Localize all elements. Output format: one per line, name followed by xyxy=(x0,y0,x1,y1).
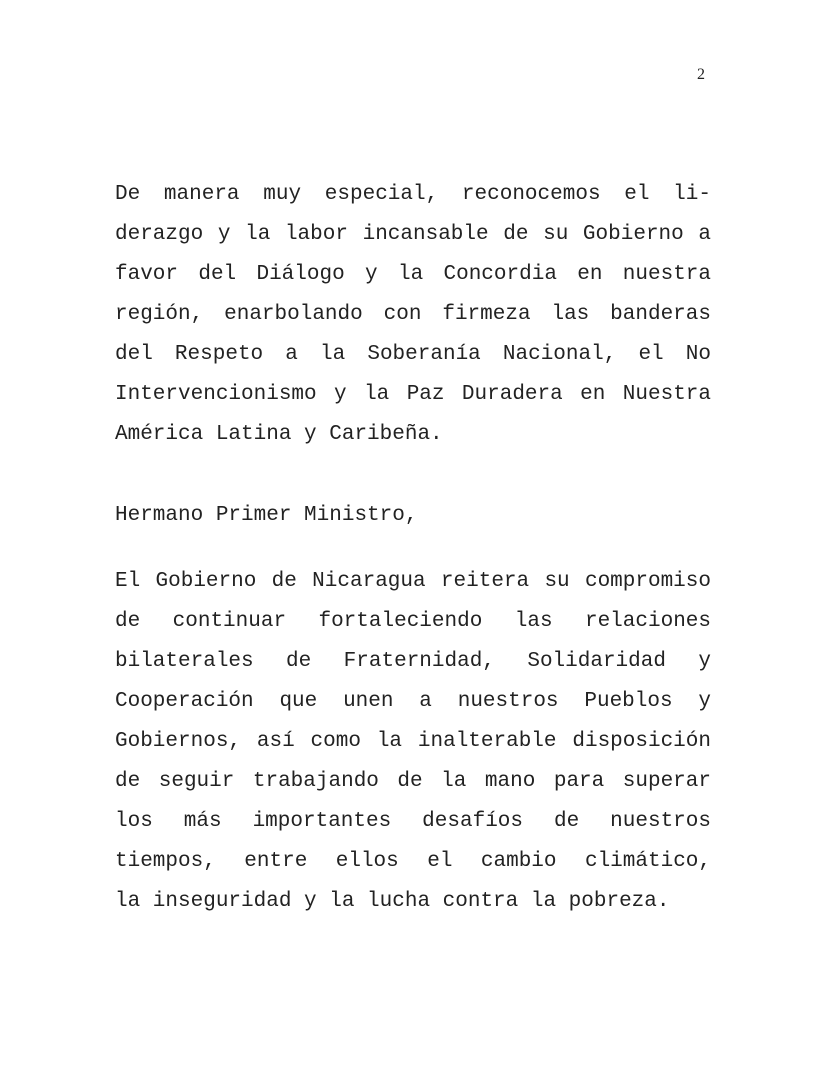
paragraph-line: bilaterales de Fraternidad, Solidaridad y xyxy=(115,650,711,673)
paragraph-line: del Respeto a la Soberanía Nacional, el No xyxy=(115,343,711,366)
paragraph-line: América Latina y Caribeña. xyxy=(115,423,443,446)
paragraph-line: De manera muy especial, reconocemos el li- xyxy=(115,183,711,206)
paragraph-line: Cooperación que unen a nuestros Pueblos y xyxy=(115,690,711,713)
paragraph-line: los más importantes desafíos de nuestros xyxy=(115,810,711,833)
paragraph-line: favor del Diálogo y la Concordia en nuestra xyxy=(115,263,711,286)
paragraph-line: Intervencionismo y la Paz Duradera en Nuestra xyxy=(115,383,711,406)
paragraph-line: derazgo y la labor incansable de su Gobierno a xyxy=(115,223,711,246)
salutation-line: Hermano Primer Ministro, xyxy=(115,504,418,527)
paragraph-commitment xyxy=(115,562,711,922)
paragraph-line: la inseguridad y la lucha contra la pobreza. xyxy=(115,890,670,913)
page-number: 2 xyxy=(697,66,705,83)
paragraph-line: región, enarbolando con firmeza las banderas xyxy=(115,303,711,326)
paragraph-line: de seguir trabajando de la mano para superar xyxy=(115,770,711,793)
paragraph-line: de continuar fortaleciendo las relaciones xyxy=(115,610,711,633)
paragraph-line: tiempos, entre ellos el cambio climático, xyxy=(115,850,711,873)
salutation xyxy=(115,496,711,536)
paragraph-line: Gobiernos, así como la inalterable disposición xyxy=(115,730,711,753)
paragraph-line: El Gobierno de Nicaragua reitera su compromiso xyxy=(115,570,711,593)
paragraph-recognition xyxy=(115,175,711,455)
